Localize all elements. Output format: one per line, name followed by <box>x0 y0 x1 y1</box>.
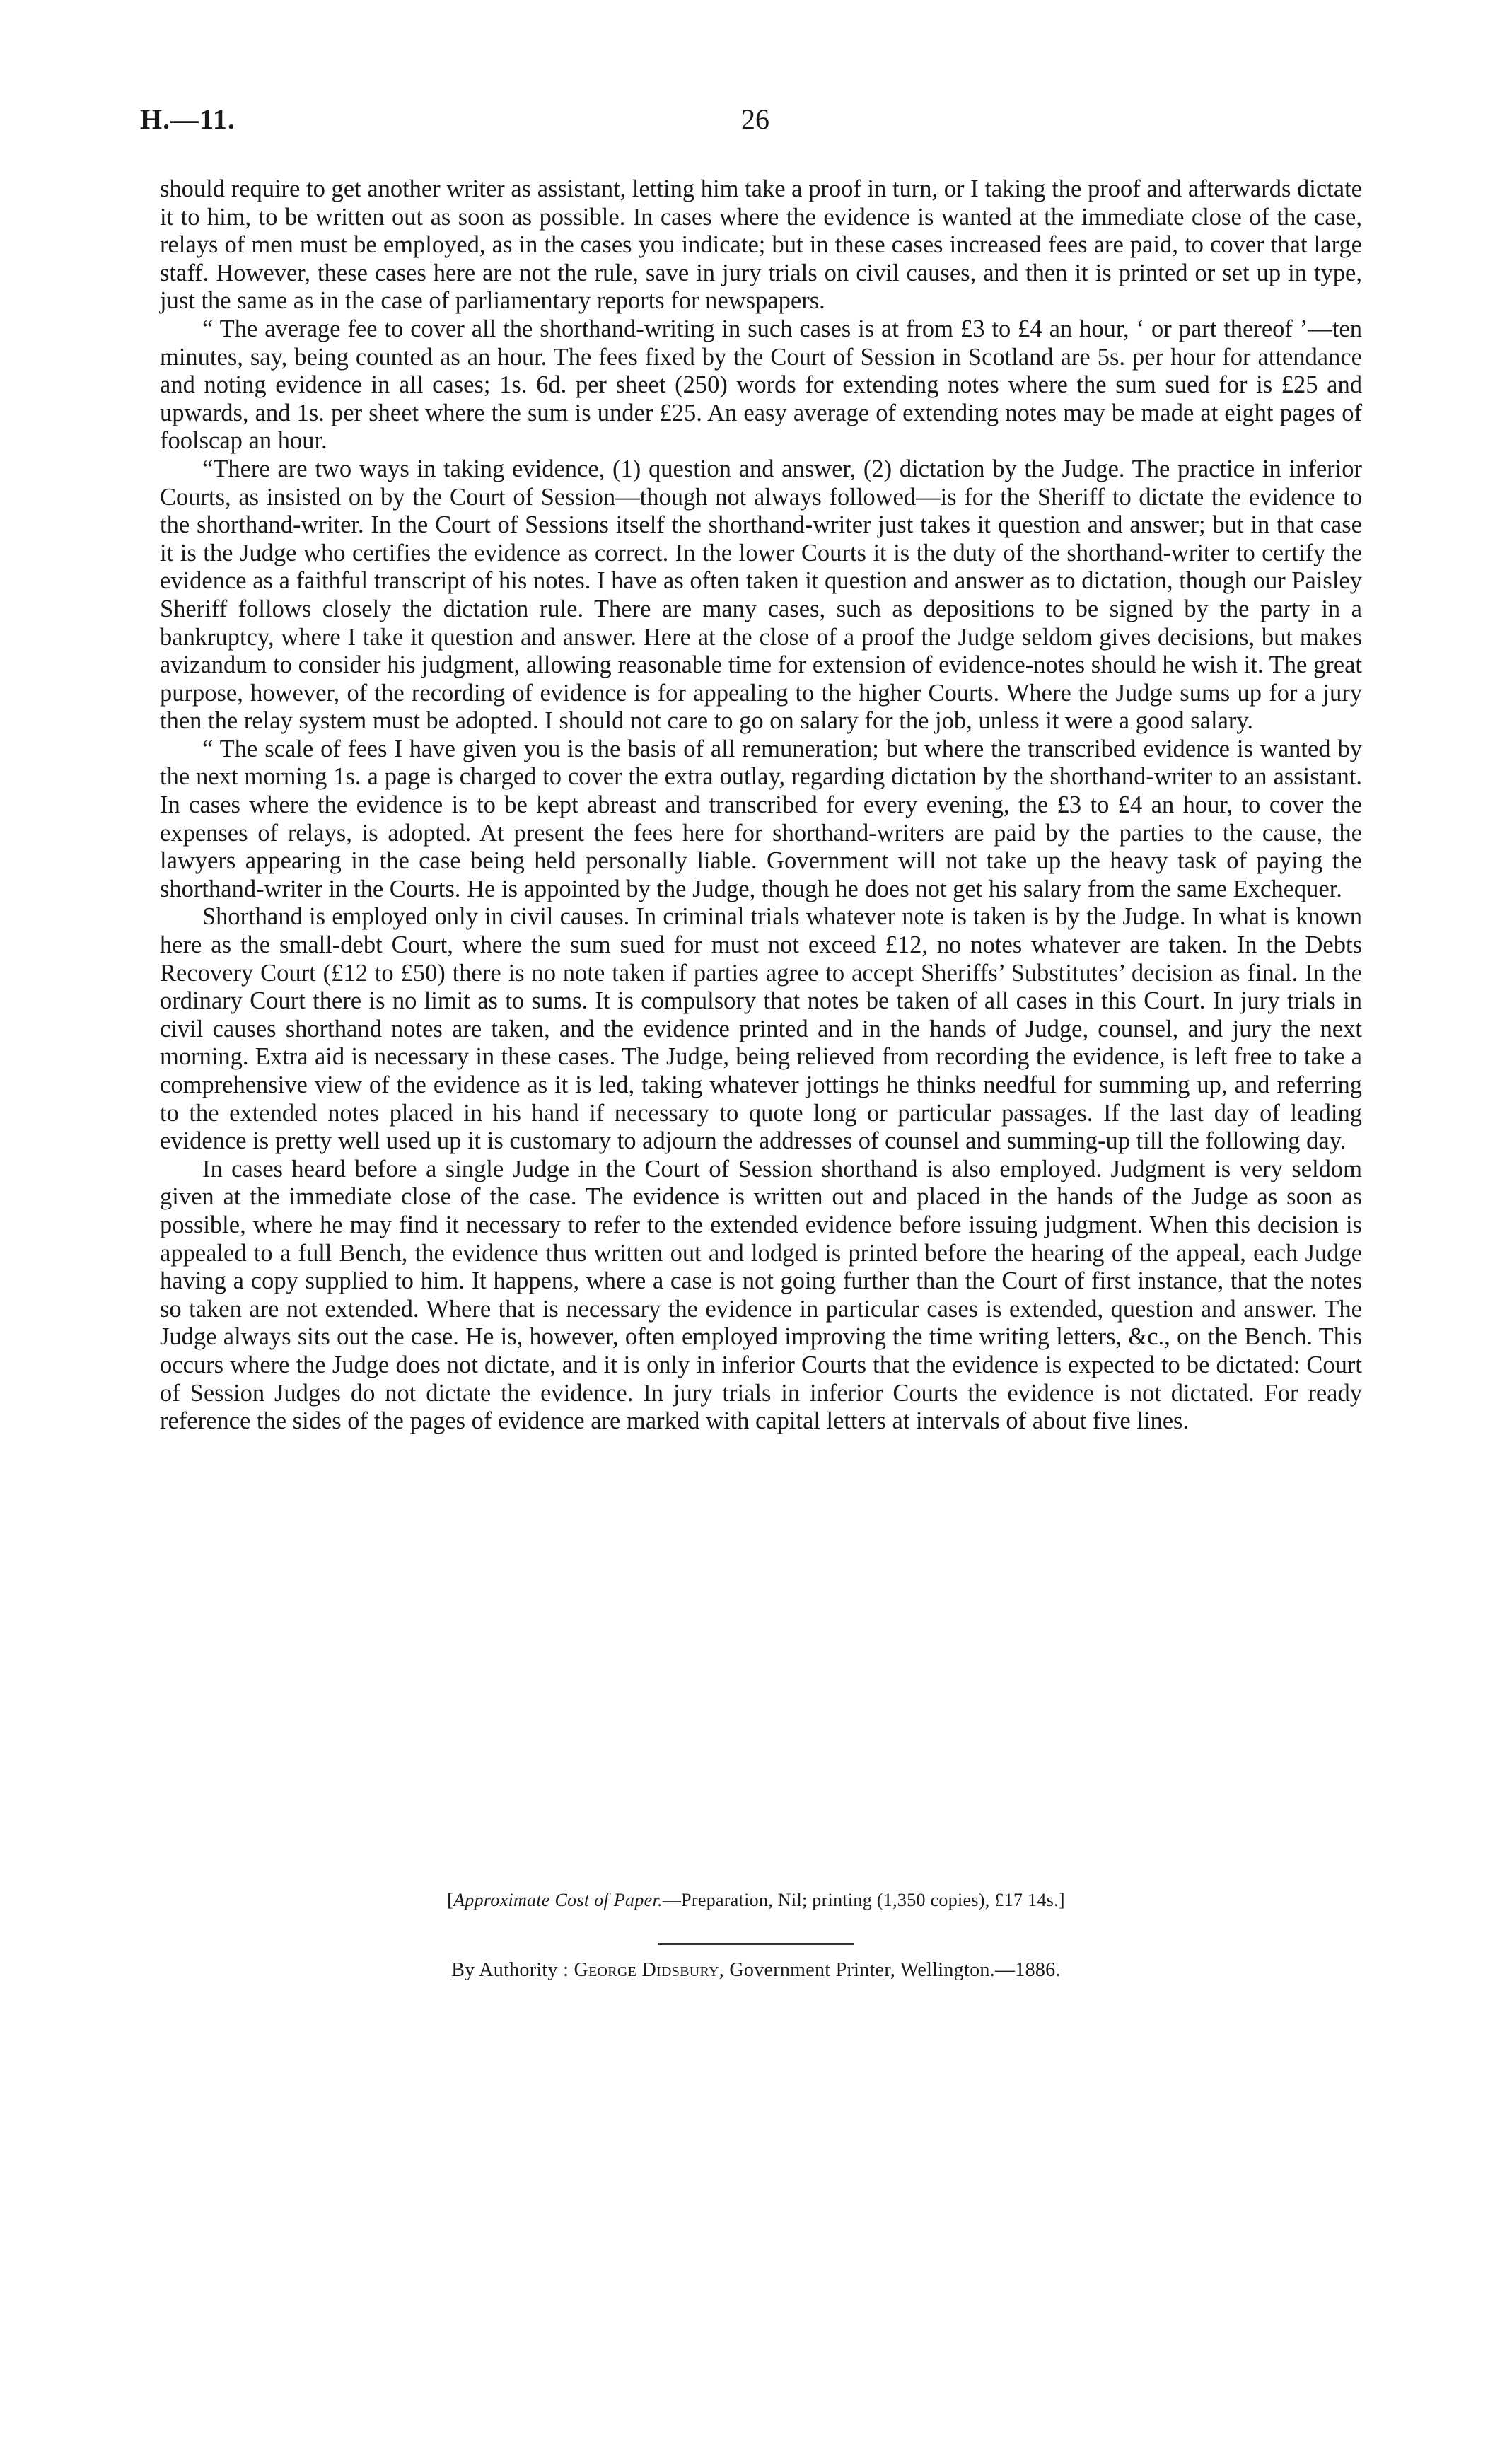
imprint-printer-name: George Didsbury <box>574 1959 719 1981</box>
paragraph: “ The average fee to cover all the shorthand-writing in such cases is at from £3 to £4 an hour, ‘ or part thereof ’—ten minutes, say, being counted as an hour. The fees fixed by the Court of Session in Scotland are 5s. per hour for attendance and noting evidence in all cases; 1s. 6d. per sheet (250) words for extending notes where the sum sued for is £25 and upwards, and 1s. per sheet where the sum is under £25. An easy average of extending notes may be made at eight pages of foolscap an hour. <box>160 315 1362 455</box>
paragraph: “ The scale of fees I have given you is the basis of all remuneration; but where the transcribed evidence is wanted by the next morning 1s. a page is charged to cover the extra outlay, regarding dictation by the shorthand-writer to an assistant. In cases where the evidence is to be kept abreast and transcribed for every evening, the £3 to £4 an hour, to cover the expenses of relays, is adopted. At present the fees here for shorthand-writers are paid by the parties to the cause, the lawyers appearing in the case being held personally liable. Government will not take up the heavy task of paying the shorthand-writer in the Courts. He is appointed by the Judge, though he does not get his salary from the same Exchequer. <box>160 735 1362 902</box>
paragraph: should require to get another writer as assistant, letting him take a proof in turn, or I taking the proof and afterwards dictate it to him, to be written out as soon as possible. In cases where the evidence is wanted at the immediate close of the case, relays of men must be employed, as in the cases you indicate; but in these cases increased fees are paid, to cover that large staff. However, these cases here are not the rule, save in jury trials on civil causes, and then it is printed or set up in type, just the same as in the case of parliamentary reports for newspapers. <box>160 175 1362 315</box>
imprint-prefix: By Authority : <box>451 1959 574 1981</box>
printer-imprint <box>0 1959 1512 1982</box>
cost-note <box>0 1890 1512 1911</box>
cost-note-bracket: [ <box>447 1890 454 1910</box>
page-number: 26 <box>741 103 769 135</box>
paragraph: In cases heard before a single Judge in the Court of Session shorthand is also employed. Judgment is very seldom given at the immediate close of the case. The evidence is written out and placed in the hands of the Judge as soon as possible, where he may find it necessary to refer to the extended evidence before issuing judgment. When this decision is appealed to a full Bench, the evidence thus written out and lodged is printed before the hearing of the appeal, each Judge having a copy supplied to him. It happens, where a case is not going further than the Court of first instance, that the notes so taken are not extended. Where that is necessary the evidence in particular cases is extended, question and answer. The Judge always sits out the case. He is, however, often employed improving the time writing letters, &c., on the Bench. This occurs where the Judge does not dictate, and it is only in inferior Courts that the evidence is expected to be dictated: Court of Session Judges do not dictate the evidence. In jury trials in inferior Courts the evidence is not dictated. For ready reference the sides of the pages of evidence are marked with capital letters at intervals of about five lines. <box>160 1155 1362 1435</box>
body-text <box>160 175 1362 1436</box>
document-id: H.—11. <box>140 103 235 135</box>
divider-rule <box>658 1943 854 1945</box>
paragraph: Shorthand is employed only in civil causes. In criminal trials whatever note is taken is by the Judge. In what is known here as the small-debt Court, where the sum sued for must not exceed £12, no notes whatever are taken. In the Debts Recovery Court (£12 to £50) there is no note taken if parties agree to accept Sheriffs’ Substitutes’ decision as final. In the ordinary Court there is no limit as to sums. It is compulsory that notes be taken of all cases in this Court. In jury trials in civil causes shorthand notes are taken, and the evidence printed and in the hands of Judge, counsel, and jury the next morning. Extra aid is necessary in these cases. The Judge, being relieved from recording the evidence, is left free to take a comprehensive view of the evidence as it is led, taking whatever jottings he thinks needful for summing up, and referring to the extended notes placed in his hand if necessary to quote long or particular passages. If the last day of leading evidence is pretty well used up it is customary to adjourn the addresses of counsel and summing-up till the following day. <box>160 903 1362 1155</box>
paragraph: “There are two ways in taking evidence, (1) question and answer, (2) dictation by the Judge. The practice in inferior Courts, as insisted on by the Court of Session—though not always followed—is for the Sheriff to dictate the evidence to the shorthand-writer. In the Court of Sessions itself the shorthand-writer just takes it question and answer; but in that case it is the Judge who certifies the evidence as correct. In the lower Courts it is the duty of the shorthand-writer to certify the evidence as a faithful transcript of his notes. I have as often taken it question and answer as to dictation, though our Paisley Sheriff follows closely the dictation rule. There are many cases, such as depositions to be signed by the party in a bankruptcy, where I take it question and answer. Here at the close of a proof the Judge seldom gives decisions, but makes avizandum to consider his judgment, allowing reasonable time for extension of evidence-notes should he wish it. The great purpose, however, of the recording of evidence is for appealing to the higher Courts. Where the Judge sums up for a jury then the relay system must be adopted. I should not care to go on salary for the job, unless it were a good salary. <box>160 455 1362 735</box>
page-header <box>140 103 1371 145</box>
imprint-suffix: , Government Printer, Wellington.—1886. <box>719 1959 1061 1981</box>
cost-note-text: —Preparation, Nil; printing (1,350 copies), £17 14s.] <box>662 1890 1065 1910</box>
cost-note-label: Approximate Cost of Paper. <box>453 1890 663 1910</box>
